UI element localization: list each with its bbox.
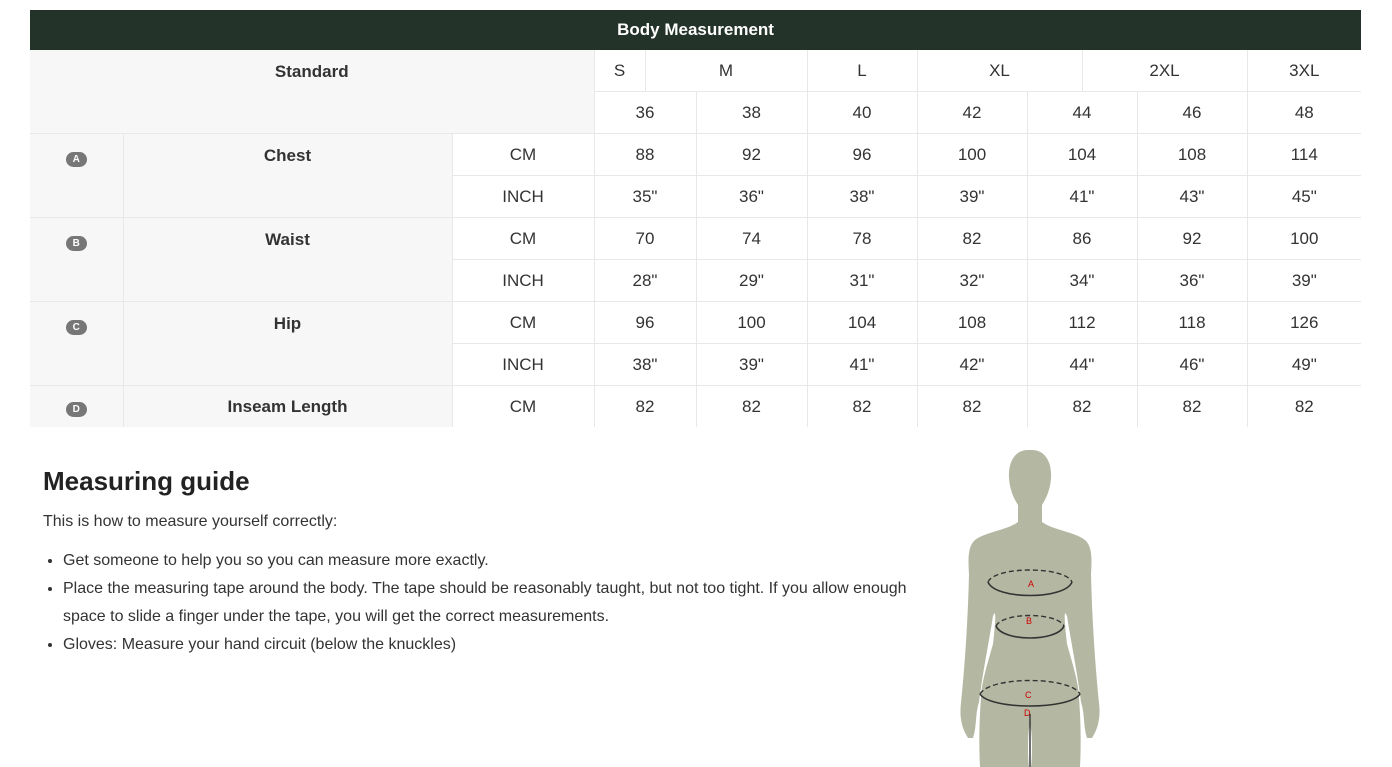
measure-badge-a: A [66, 152, 87, 167]
value-cell: 104 [1027, 134, 1137, 176]
value-cell: 32" [917, 260, 1027, 302]
size-chart-table [30, 10, 1361, 427]
value-cell: 41" [807, 344, 917, 386]
table-title-row [30, 10, 1361, 50]
value-cell: 38" [594, 344, 696, 386]
numeric-size: 40 [807, 92, 917, 134]
unit-label: CM [452, 386, 594, 428]
value-cell: 78 [807, 218, 917, 260]
value-cell: 82 [1027, 386, 1137, 428]
guide-title: Measuring guide [43, 466, 250, 496]
guide-list [43, 547, 923, 659]
size-s: S [594, 50, 645, 92]
value-cell: 39" [696, 344, 807, 386]
list-item: • Gloves: Measure your hand circuit (below the knuckles) [63, 631, 923, 659]
measuring-guide [43, 466, 923, 659]
value-cell: 70 [594, 218, 696, 260]
value-cell: 82 [594, 386, 696, 428]
value-cell: 108 [1137, 134, 1247, 176]
value-cell: 100 [917, 134, 1027, 176]
value-cell: 82 [917, 386, 1027, 428]
size-2xl: 2XL [1082, 50, 1247, 92]
measure-name-inseam: Inseam Length [123, 386, 452, 428]
measure-badge-c: C [66, 320, 87, 335]
unit-label: INCH [452, 344, 594, 386]
numeric-size: 36 [594, 92, 696, 134]
value-cell: 82 [1137, 386, 1247, 428]
value-cell: 42" [917, 344, 1027, 386]
table-title: Body Measurement [30, 10, 1361, 50]
value-cell: 88 [594, 134, 696, 176]
value-cell: 104 [807, 302, 917, 344]
measure-name-chest: Chest [123, 134, 452, 218]
value-cell: 29" [696, 260, 807, 302]
size-m: M [645, 50, 807, 92]
value-cell: 49" [1247, 344, 1361, 386]
value-cell: 38" [807, 176, 917, 218]
unit-label: CM [452, 134, 594, 176]
measure-letter-cell [30, 386, 123, 428]
table-row [30, 134, 1361, 176]
value-cell: 96 [807, 134, 917, 176]
value-cell: 82 [1247, 386, 1361, 428]
value-cell: 92 [696, 134, 807, 176]
value-cell: 36" [1137, 260, 1247, 302]
value-cell: 39" [1247, 260, 1361, 302]
value-cell: 118 [1137, 302, 1247, 344]
value-cell: 92 [1137, 218, 1247, 260]
value-cell: 35" [594, 176, 696, 218]
value-cell: 82 [696, 386, 807, 428]
value-cell: 46" [1137, 344, 1247, 386]
unit-label: INCH [452, 176, 594, 218]
numeric-size: 38 [696, 92, 807, 134]
unit-label: CM [452, 302, 594, 344]
value-cell: 126 [1247, 302, 1361, 344]
measure-name-hip: Hip [123, 302, 452, 386]
value-cell: 108 [917, 302, 1027, 344]
figure-label-a: A [1028, 579, 1035, 589]
value-cell: 43" [1137, 176, 1247, 218]
figure-label-d: D [1024, 708, 1031, 718]
value-cell: 112 [1027, 302, 1137, 344]
table-row [30, 302, 1361, 344]
measure-letter-cell [30, 134, 123, 218]
value-cell: 41" [1027, 176, 1137, 218]
numeric-size: 44 [1027, 92, 1137, 134]
measure-badge-d: D [66, 402, 87, 417]
figure-label-b: B [1026, 616, 1033, 626]
standard-label: Standard [30, 50, 594, 134]
measure-letter-cell [30, 218, 123, 302]
body-figure-illustration [955, 448, 1105, 767]
list-item: • Get someone to help you so you can measure more exactly. [63, 547, 923, 575]
value-cell: 28" [594, 260, 696, 302]
unit-label: CM [452, 218, 594, 260]
value-cell: 100 [696, 302, 807, 344]
value-cell: 45" [1247, 176, 1361, 218]
value-cell: 34" [1027, 260, 1137, 302]
measure-badge-b: B [66, 236, 87, 251]
numeric-size: 42 [917, 92, 1027, 134]
value-cell: 39" [917, 176, 1027, 218]
numeric-size: 48 [1247, 92, 1361, 134]
value-cell: 31" [807, 260, 917, 302]
measure-name-waist: Waist [123, 218, 452, 302]
value-cell: 86 [1027, 218, 1137, 260]
value-cell: 44" [1027, 344, 1137, 386]
value-cell: 100 [1247, 218, 1361, 260]
size-l: L [807, 50, 917, 92]
value-cell: 114 [1247, 134, 1361, 176]
value-cell: 82 [807, 386, 917, 428]
letter-size-row [30, 50, 1361, 92]
value-cell: 82 [917, 218, 1027, 260]
table-row [30, 218, 1361, 260]
table-row [30, 386, 1361, 428]
size-3xl: 3XL [1247, 50, 1361, 92]
value-cell: 96 [594, 302, 696, 344]
list-item: • Place the measuring tape around the body. The tape should be reasonably taught, but not too tight. If you allow enough space to slide a finger under the tape, you will get the correct measurements. [63, 575, 923, 631]
measure-letter-cell [30, 302, 123, 386]
unit-label: INCH [452, 260, 594, 302]
figure-label-c: C [1025, 690, 1032, 700]
guide-intro: This is how to measure yourself correctly: [43, 513, 338, 530]
value-cell: 36" [696, 176, 807, 218]
size-xl: XL [917, 50, 1082, 92]
numeric-size: 46 [1137, 92, 1247, 134]
value-cell: 74 [696, 218, 807, 260]
